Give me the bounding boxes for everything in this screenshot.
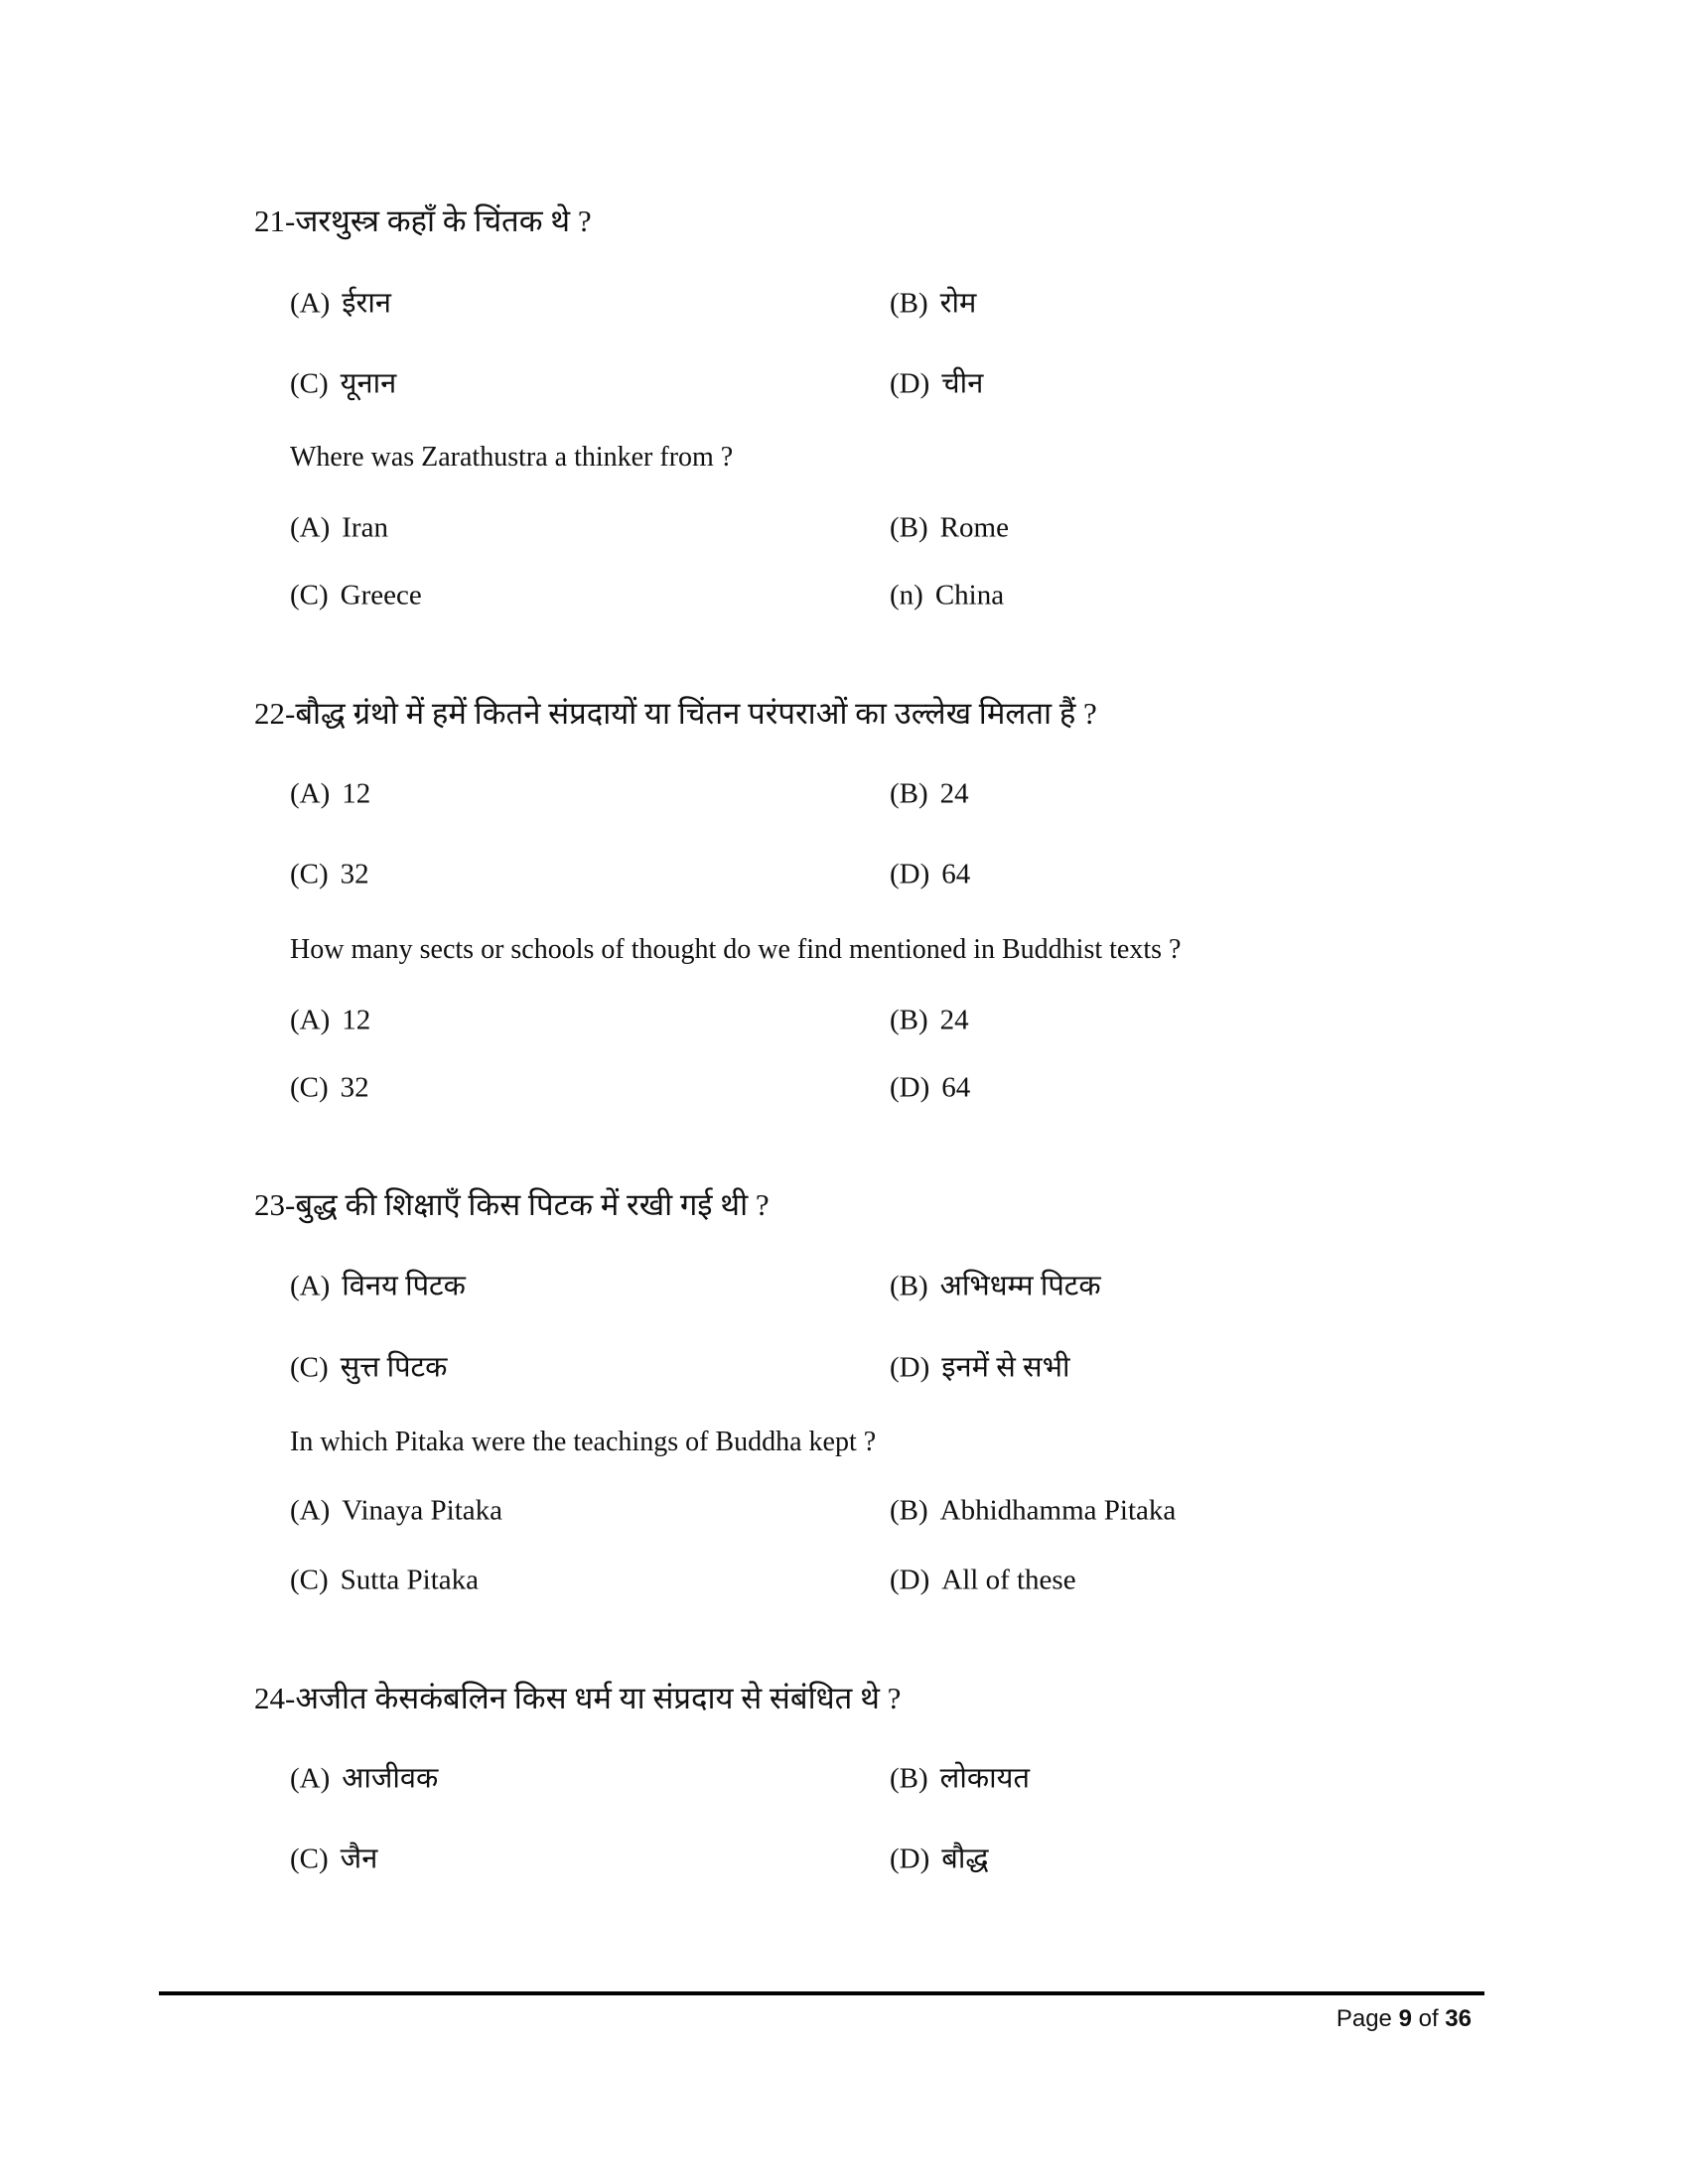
option-c <box>290 1347 447 1386</box>
option-label: (A) <box>290 777 331 810</box>
page-indicator <box>1336 2005 1472 2033</box>
option-label: (B) <box>890 287 928 320</box>
question-number: 21- <box>254 204 296 238</box>
page-number: 9 <box>1398 2005 1412 2032</box>
option-text: 24 <box>939 1004 969 1036</box>
option-text: जैन <box>340 1843 378 1875</box>
option-d <box>890 1565 1076 1597</box>
option-text: बौद्ध <box>941 1843 989 1875</box>
option-text: Vinaya Pitaka <box>342 1494 503 1527</box>
question-21-hindi <box>254 200 592 241</box>
question-22-hindi <box>254 692 1097 734</box>
option-label: (C) <box>290 858 329 890</box>
question-number: 22- <box>254 696 296 731</box>
option-text: रोम <box>939 287 977 320</box>
option-label: (D) <box>890 1351 930 1384</box>
option-label: (A) <box>290 1494 331 1527</box>
option-label: (C) <box>290 1351 329 1384</box>
question-24-hindi <box>254 1677 901 1718</box>
page-of: of <box>1418 2005 1439 2032</box>
option-a <box>290 1005 370 1037</box>
option-label: (A) <box>290 287 331 320</box>
option-d <box>890 1347 1070 1386</box>
option-text: 12 <box>342 1004 371 1036</box>
option-text: Rome <box>939 511 1009 544</box>
page-total: 36 <box>1445 2005 1472 2032</box>
option-label: (C) <box>290 367 329 400</box>
option-text: 12 <box>342 777 371 810</box>
option-label: (C) <box>290 1071 329 1104</box>
option-label: (B) <box>890 1004 928 1036</box>
option-c <box>290 859 369 891</box>
option-b <box>890 283 976 322</box>
option-d <box>890 859 970 891</box>
option-b <box>890 778 969 811</box>
option-text: All of these <box>941 1564 1076 1596</box>
option-c <box>290 1565 479 1597</box>
option-d <box>890 1839 989 1877</box>
option-label: (A) <box>290 1004 331 1036</box>
option-text: सुत्त पिटक <box>340 1351 448 1384</box>
option-label: (B) <box>890 1494 928 1527</box>
option-label: (D) <box>890 858 930 890</box>
option-b <box>890 1758 1030 1797</box>
question-22-english: How many sects or schools of thought do we find mentioned in Buddhist texts ? <box>290 934 1182 965</box>
question-21-english: Where was Zarathustra a thinker from ? <box>290 442 734 473</box>
question-23-hindi <box>254 1183 770 1225</box>
option-label: (A) <box>290 1270 331 1302</box>
option-text: अभिधम्म पिटक <box>939 1270 1101 1302</box>
option-label: (D) <box>890 1071 930 1104</box>
option-text: चीन <box>941 367 984 400</box>
option-b <box>890 512 1009 545</box>
option-label: (A) <box>290 511 331 544</box>
option-a <box>290 778 370 811</box>
option-label: (D) <box>890 1564 930 1596</box>
option-label: (D) <box>890 1843 930 1875</box>
option-label: (B) <box>890 777 928 810</box>
option-text: 32 <box>340 858 369 890</box>
question-text: अजीत केसकंबलिन किस धर्म या संप्रदाय से संबंधित थे ? <box>295 1681 902 1715</box>
option-c <box>290 363 396 402</box>
option-text: 32 <box>340 1071 369 1104</box>
option-a <box>290 283 391 322</box>
option-d <box>890 580 1004 613</box>
option-a <box>290 1495 502 1528</box>
page-prefix: Page <box>1336 2005 1392 2032</box>
question-text: जरथुस्त्र कहाँ के चिंतक थे ? <box>295 204 592 238</box>
option-text: 24 <box>939 777 969 810</box>
option-text: यूनान <box>340 367 397 400</box>
option-a <box>290 1758 438 1797</box>
option-a <box>290 1266 466 1304</box>
option-d <box>890 1072 970 1105</box>
option-a <box>290 512 388 545</box>
question-text: बौद्ध ग्रंथो में हमें कितने संप्रदायों या चिंतन परंपराओं का उल्लेख मिलता हैं ? <box>295 696 1097 731</box>
option-b <box>890 1495 1176 1528</box>
option-label: (B) <box>890 1270 928 1302</box>
question-number: 23- <box>254 1187 296 1222</box>
option-d <box>890 363 983 402</box>
option-text: Greece <box>340 579 422 612</box>
option-text: 64 <box>941 858 971 890</box>
option-label: (C) <box>290 579 329 612</box>
option-text: China <box>934 579 1005 612</box>
option-text: 64 <box>941 1071 971 1104</box>
option-c <box>290 1072 369 1105</box>
option-text: विनय पिटक <box>342 1270 466 1302</box>
option-text: लोकायत <box>939 1762 1030 1795</box>
option-label: (C) <box>290 1564 329 1596</box>
option-label: (B) <box>890 511 928 544</box>
question-23-english: In which Pitaka were the teachings of Buddha kept ? <box>290 1427 877 1457</box>
option-label: (A) <box>290 1762 331 1795</box>
footer-divider <box>159 1991 1484 1995</box>
option-text: इनमें से सभी <box>941 1351 1070 1384</box>
option-b <box>890 1266 1101 1304</box>
option-text: ईरान <box>342 287 391 320</box>
option-label: (n) <box>890 579 923 612</box>
option-label: (B) <box>890 1762 928 1795</box>
question-number: 24- <box>254 1681 296 1715</box>
option-b <box>890 1005 969 1037</box>
option-c <box>290 580 422 613</box>
option-text: Abhidhamma Pitaka <box>939 1494 1177 1527</box>
option-label: (C) <box>290 1843 329 1875</box>
option-label: (D) <box>890 367 930 400</box>
option-c <box>290 1839 377 1877</box>
option-text: Sutta Pitaka <box>340 1564 480 1596</box>
option-text: Iran <box>342 511 388 544</box>
option-text: आजीवक <box>342 1762 439 1795</box>
question-text: बुद्ध की शिक्षाएँ किस पिटक में रखी गई थी ? <box>295 1187 770 1222</box>
